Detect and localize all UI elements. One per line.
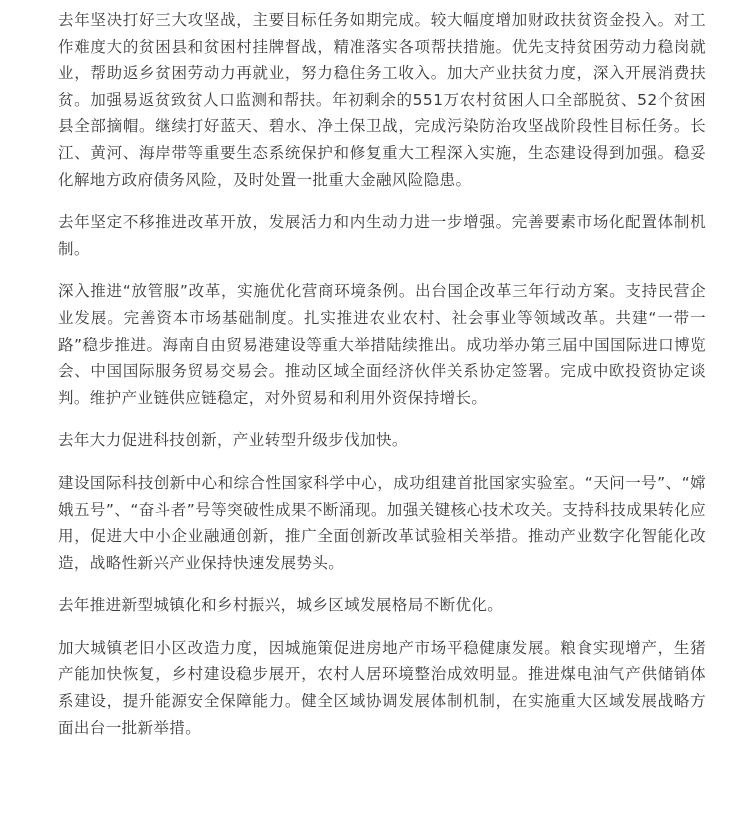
paragraph-reform-summary: 去年坚定不移推进改革开放，发展活力和内生动力进一步增强。完善要素市场化配置体制机制。 xyxy=(58,213,706,258)
paragraph-poverty-pollution: 去年坚决打好三大攻坚战，主要目标任务如期完成。较大幅度增加财政扶贫资金投入。对工作难度大的贫困县和贫困村挂牌督战，精准落实各项帮扶措施。优先支持贫困劳动力稳岗就业，帮助返乡贫困劳动力再就业，努力稳住务工收入。加大产业扶贫力度，深入开展消费扶贫。加强易返贫致贫人口监测和帮扶。年初剩余的551万农村贫困人口全部脱贫、52个贫困县全部摘帽。继续打好蓝天、碧水、净土保卫战，完成污染防治攻坚战阶段性目标任务。长江、黄河、海岸带等重要生态系统保护和修复重大工程深入实施，生态建设得到加强。稳妥化解地方政府债务风险，及时处置一批重大金融风险隐患。 xyxy=(58,11,706,189)
paragraph-tech-details: 建设国际科技创新中心和综合性国家科学中心，成功组建首批国家实验室。“天问一号”、“嫦娥五号”、“奋斗者”号等突破性成果不断涌现。加强关键核心技术攻关。支持科技成果转化应用，促进大中小企业融通创新，推广全面创新改革试验相关举措。推动产业数字化智能化改造，战略性新兴产业保持快速发展势头。 xyxy=(58,473,706,572)
paragraph-urbanization-details: 加大城镇老旧小区改造力度，因城施策促进房地产市场平稳健康发展。粮食实现增产，生猪产能加快恢复，乡村建设稳步展开，农村人居环境整治成效明显。推进煤电油气产供储销体系建设，提升能源安全保障能力。健全区域协调发展体制机制，在实施重大区域发展战略方面出台一批新举措。 xyxy=(58,638,706,737)
paragraph-tech-summary: 去年大力促进科技创新，产业转型升级步伐加快。 xyxy=(58,431,408,450)
paragraph-reform-details: 深入推进“放管服”改革，实施优化营商环境条例。出台国企改革三年行动方案。支持民营企业发展。完善资本市场基础制度。扎实推进农业农村、社会事业等领域改革。共建“一带一路”稳步推进。海南自由贸易港建设等重大举措陆续推出。成功举办第三届中国国际进口博览会、中国国际服务贸易交易会。推动区域全面经济伙伴关系协定签署。完成中欧投资协定谈判。维护产业链供应链稳定，对外贸易和利用外资保持增长。 xyxy=(58,282,706,407)
paragraph-urbanization-summary: 去年推进新型城镇化和乡村振兴，城乡区域发展格局不断优化。 xyxy=(58,596,504,615)
